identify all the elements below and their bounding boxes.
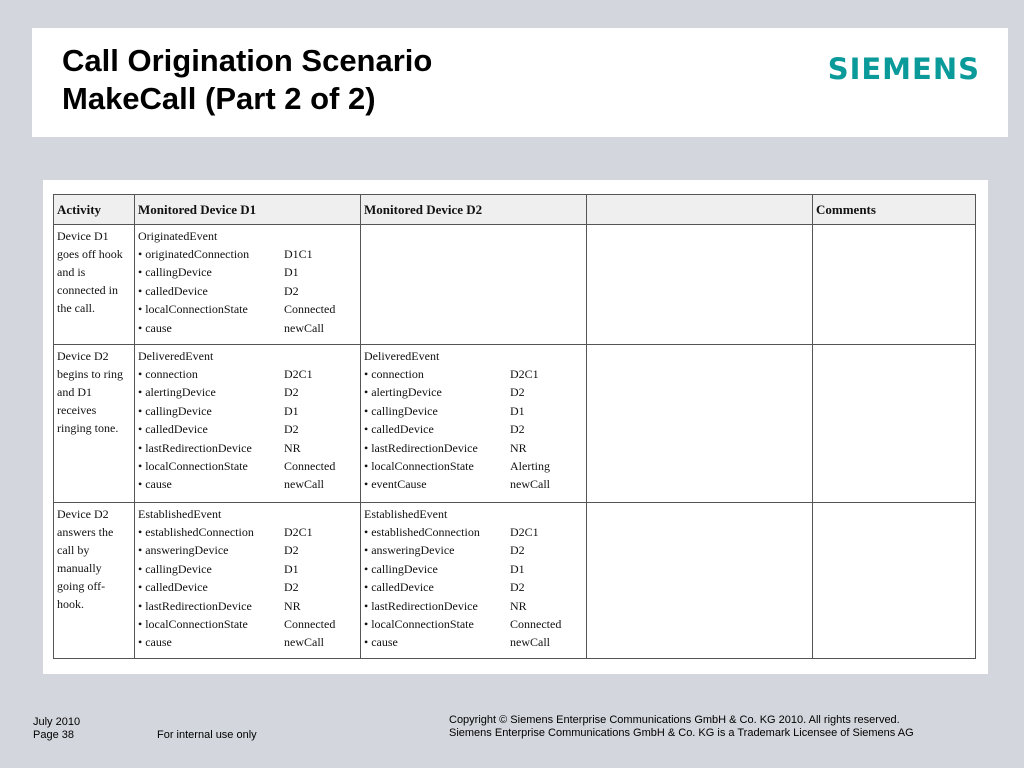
parameter-value: D2C1 bbox=[510, 525, 539, 539]
device-d2-cell bbox=[361, 225, 587, 345]
parameter-value: D1 bbox=[510, 561, 525, 576]
parameter-name: • alertingDevice bbox=[138, 385, 216, 400]
parameter-value: NR bbox=[284, 440, 301, 455]
event-parameter bbox=[364, 457, 583, 475]
title-line-2: MakeCall (Part 2 of 2) bbox=[62, 81, 376, 116]
event-parameter bbox=[138, 300, 357, 318]
parameter-name: • localConnectionState bbox=[138, 617, 248, 632]
parameter-name: • answeringDevice bbox=[138, 543, 229, 558]
parameter-value: Alerting bbox=[510, 459, 550, 474]
event-parameter bbox=[364, 560, 583, 578]
event-parameter bbox=[138, 475, 357, 493]
copyright-line-1: Copyright © Siemens Enterprise Communications GmbH & Co. KG 2010. All rights reserved. bbox=[449, 714, 900, 726]
parameter-name: • answeringDevice bbox=[364, 543, 455, 558]
comments-cell bbox=[813, 503, 976, 659]
parameter-value: D1C1 bbox=[284, 247, 313, 261]
table-row bbox=[54, 503, 976, 659]
blank-cell bbox=[587, 503, 813, 659]
device-d1-cell bbox=[135, 345, 361, 503]
parameter-value: D1 bbox=[284, 403, 299, 418]
parameter-name: • calledDevice bbox=[138, 580, 208, 595]
event-parameter bbox=[364, 439, 583, 457]
event-name: EstablishedEvent bbox=[364, 507, 448, 521]
event-parameter bbox=[138, 597, 357, 615]
parameter-name: • callingDevice bbox=[138, 265, 212, 280]
event-parameter bbox=[364, 523, 583, 541]
parameter-name: • callingDevice bbox=[138, 561, 212, 576]
parameter-value: D2C1 bbox=[510, 367, 539, 381]
slide-header bbox=[32, 28, 1008, 137]
parameter-name: • cause bbox=[138, 320, 172, 335]
event-parameter bbox=[138, 457, 357, 475]
parameter-name: • calledDevice bbox=[364, 580, 434, 595]
parameter-value: Connected bbox=[510, 617, 562, 632]
device-d2-cell bbox=[361, 345, 587, 503]
parameter-name: • localConnectionState bbox=[364, 617, 474, 632]
table-header-row bbox=[54, 195, 976, 225]
event-parameter bbox=[138, 615, 357, 633]
parameter-value: NR bbox=[284, 598, 301, 613]
table-row bbox=[54, 225, 976, 345]
parameter-value: Connected bbox=[284, 459, 336, 474]
event-parameter bbox=[364, 597, 583, 615]
parameter-name: • connection bbox=[364, 367, 424, 381]
parameter-name: • callingDevice bbox=[138, 403, 212, 418]
parameter-value: newCall bbox=[284, 477, 324, 492]
footer-page-number: Page 38 bbox=[33, 729, 74, 741]
parameter-name: • calledDevice bbox=[138, 283, 208, 298]
parameter-value: newCall bbox=[510, 477, 550, 492]
parameter-name: • callingDevice bbox=[364, 403, 438, 418]
event-parameter bbox=[138, 365, 357, 383]
parameter-name: • cause bbox=[364, 635, 398, 650]
parameter-name: • localConnectionState bbox=[364, 459, 474, 474]
event-parameter bbox=[138, 439, 357, 457]
event-parameter bbox=[364, 475, 583, 493]
comments-cell bbox=[813, 345, 976, 503]
parameter-name: • cause bbox=[138, 635, 172, 650]
blank-cell bbox=[587, 225, 813, 345]
parameter-value: D2 bbox=[510, 580, 525, 595]
blank-cell bbox=[587, 345, 813, 503]
device-d2-cell bbox=[361, 503, 587, 659]
event-parameter bbox=[138, 402, 357, 420]
parameter-value: newCall bbox=[510, 635, 550, 650]
activity-cell: Device D2 answers the call by manually going off-hook. bbox=[54, 503, 135, 659]
copyright-line-2: Siemens Enterprise Communications GmbH & Co. KG is a Trademark Licensee of Siemens AG bbox=[449, 727, 914, 739]
parameter-name: • calledDevice bbox=[138, 422, 208, 437]
parameter-name: • establishedConnection bbox=[138, 525, 254, 539]
event-parameter bbox=[364, 420, 583, 438]
parameter-value: NR bbox=[510, 440, 527, 455]
parameter-name: • callingDevice bbox=[364, 561, 438, 576]
footer-internal-note: For internal use only bbox=[157, 729, 257, 741]
event-parameter bbox=[138, 560, 357, 578]
parameter-name: • cause bbox=[138, 477, 172, 492]
event-name: OriginatedEvent bbox=[138, 229, 218, 243]
event-name: DeliveredEvent bbox=[364, 349, 440, 363]
event-parameter bbox=[138, 633, 357, 651]
event-parameter bbox=[364, 578, 583, 596]
parameter-name: • lastRedirectionDevice bbox=[138, 598, 252, 613]
parameter-value: D1 bbox=[510, 403, 525, 418]
event-parameter bbox=[138, 541, 357, 559]
parameter-value: D2C1 bbox=[284, 525, 313, 539]
parameter-value: D2C1 bbox=[284, 367, 313, 381]
event-name: DeliveredEvent bbox=[138, 349, 214, 363]
event-parameter bbox=[364, 541, 583, 559]
header-device-d1: Monitored Device D1 bbox=[135, 195, 361, 225]
header-blank bbox=[587, 195, 813, 225]
event-parameter bbox=[138, 263, 357, 281]
device-d1-cell bbox=[135, 503, 361, 659]
event-parameter bbox=[138, 420, 357, 438]
event-parameter bbox=[138, 523, 357, 541]
parameter-value: Connected bbox=[284, 617, 336, 632]
title-line-1: Call Origination Scenario bbox=[62, 43, 433, 78]
parameter-name: • originatedConnection bbox=[138, 247, 250, 261]
header-activity: Activity bbox=[54, 195, 135, 225]
event-parameter bbox=[138, 383, 357, 401]
parameter-value: D2 bbox=[284, 283, 299, 298]
event-parameter bbox=[138, 319, 357, 337]
header-comments: Comments bbox=[813, 195, 976, 225]
table-panel bbox=[43, 180, 988, 674]
parameter-name: • lastRedirectionDevice bbox=[364, 598, 478, 613]
event-parameter bbox=[138, 245, 357, 263]
footer-copyright bbox=[449, 714, 914, 740]
footer-date: July 2010 bbox=[33, 716, 81, 728]
parameter-value: D2 bbox=[284, 580, 299, 595]
scenario-table bbox=[53, 194, 976, 659]
parameter-value: Connected bbox=[284, 302, 336, 317]
parameter-name: • connection bbox=[138, 367, 198, 381]
event-parameter bbox=[138, 282, 357, 300]
event-parameter bbox=[138, 578, 357, 596]
parameter-value: D2 bbox=[284, 385, 299, 400]
parameter-value: D2 bbox=[284, 543, 299, 558]
parameter-value: D1 bbox=[284, 265, 299, 280]
parameter-name: • localConnectionState bbox=[138, 459, 248, 474]
device-d1-cell bbox=[135, 225, 361, 345]
slide-title bbox=[62, 42, 432, 118]
event-parameter bbox=[364, 402, 583, 420]
siemens-logo: SIEMENS bbox=[827, 52, 980, 86]
footer-date-page bbox=[33, 716, 80, 742]
parameter-value: D2 bbox=[510, 422, 525, 437]
header-device-d2: Monitored Device D2 bbox=[361, 195, 587, 225]
activity-cell: Device D2 begins to ring and D1 receives ringing tone. bbox=[54, 345, 135, 503]
parameter-value: D2 bbox=[510, 543, 525, 558]
comments-cell bbox=[813, 225, 976, 345]
parameter-value: NR bbox=[510, 598, 527, 613]
parameter-value: D2 bbox=[284, 422, 299, 437]
parameter-value: newCall bbox=[284, 635, 324, 650]
event-parameter bbox=[364, 365, 583, 383]
parameter-value: D2 bbox=[510, 385, 525, 400]
parameter-name: • eventCause bbox=[364, 477, 427, 492]
event-parameter bbox=[364, 383, 583, 401]
parameter-value: newCall bbox=[284, 320, 324, 335]
parameter-name: • lastRedirectionDevice bbox=[138, 440, 252, 455]
event-parameter bbox=[364, 633, 583, 651]
parameter-name: • localConnectionState bbox=[138, 302, 248, 317]
parameter-name: • lastRedirectionDevice bbox=[364, 440, 478, 455]
activity-cell: Device D1 goes off hook and is connected in the call. bbox=[54, 225, 135, 345]
parameter-name: • calledDevice bbox=[364, 422, 434, 437]
event-name: EstablishedEvent bbox=[138, 507, 222, 521]
parameter-name: • establishedConnection bbox=[364, 525, 480, 539]
table-row bbox=[54, 345, 976, 503]
parameter-name: • alertingDevice bbox=[364, 385, 442, 400]
event-parameter bbox=[364, 615, 583, 633]
parameter-value: D1 bbox=[284, 561, 299, 576]
